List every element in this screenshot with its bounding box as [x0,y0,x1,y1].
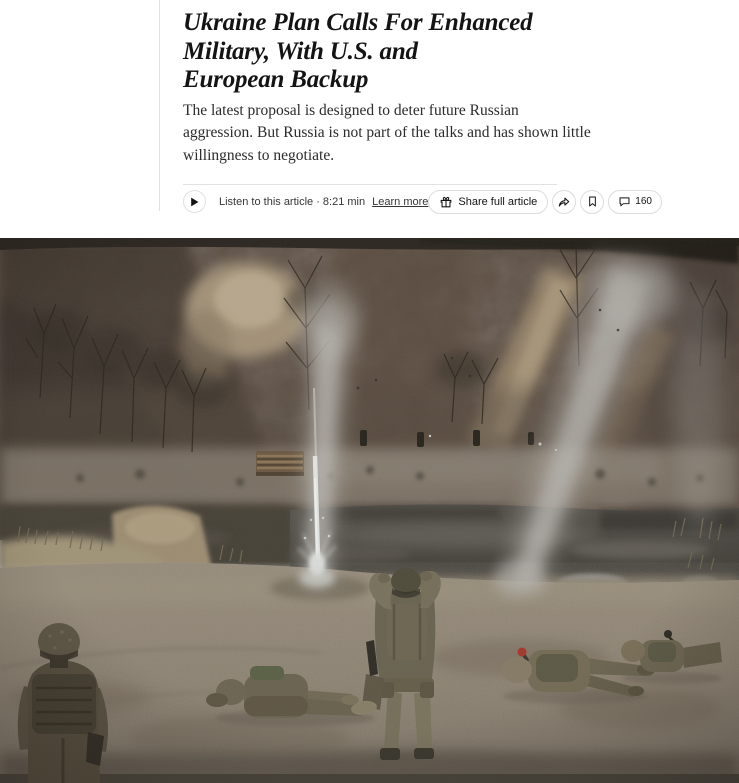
page-title [183,9,613,95]
headline-line-2: Military, With U.S. and [183,37,418,65]
summary-line-3: willingness to negotiate. [183,146,335,164]
vignette [0,238,739,783]
article-photo [0,238,739,783]
header-divider [183,184,557,185]
summary-line-2: aggression. But Russia is not part of the talks and has shown little [183,124,591,142]
headline-line-1: Ukraine Plan Calls For Enhanced [183,9,533,36]
comments-button[interactable] [608,190,662,214]
share-full-article-label: Share full article [458,195,538,208]
share-arrow-icon [557,195,571,209]
listen-label: Listen to this article · 8:21 min [219,195,366,208]
bookmark-icon [586,195,599,208]
learn-more-link[interactable]: Learn more [372,195,429,208]
article-photo-illustration [0,238,739,783]
summary-line-1: The latest proposal is designed to deter future Russian [183,102,519,119]
left-column-rule [159,0,160,211]
listen-play-button[interactable] [183,190,206,213]
share-button[interactable] [552,190,576,214]
headline-line-3: European Backup [183,66,369,93]
article-toolbar [183,189,652,214]
gift-icon [439,195,453,209]
bookmark-button[interactable] [580,190,604,214]
article-summary [183,100,593,167]
comment-count: 160 [635,196,652,207]
share-full-article-button[interactable] [428,190,548,214]
comment-icon [618,195,631,208]
play-icon [190,197,199,207]
